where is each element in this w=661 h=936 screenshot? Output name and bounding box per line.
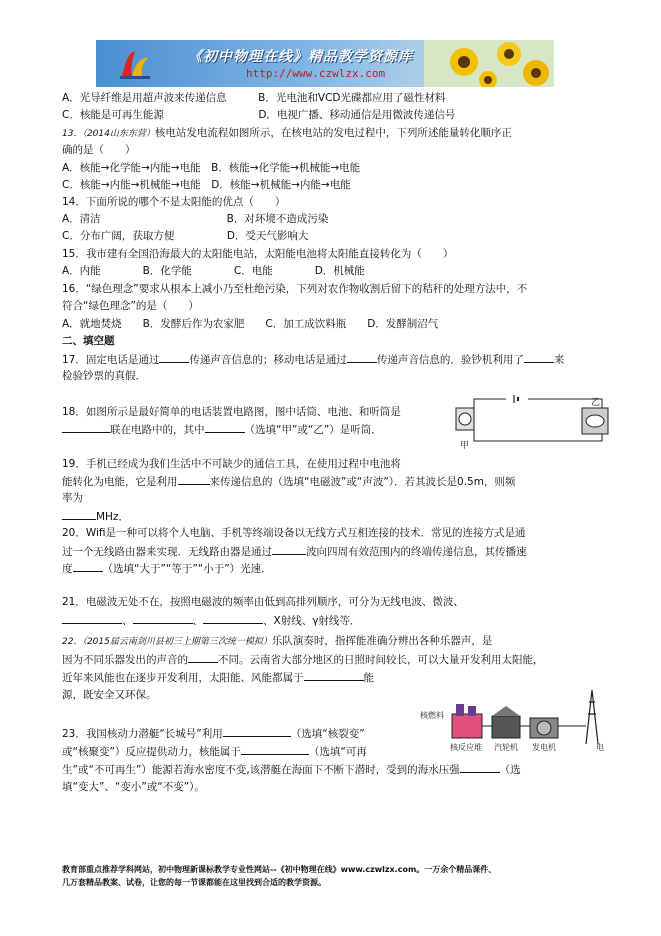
q21-line1: 21．电磁波无处不在，按照电磁波的频率由低到高排列顺序，可分为无线电波、微波、 bbox=[62, 596, 464, 608]
q20-text-c1: 度 bbox=[62, 563, 73, 575]
section-heading-fill-blank: 二、填空题 bbox=[62, 335, 115, 347]
label-yi: 乙 bbox=[591, 398, 601, 408]
q21-line2: 、 、 、X射线、γ射线等． bbox=[62, 613, 360, 628]
q19-text-b: 能转化为电能，它是利用 bbox=[62, 476, 178, 488]
q17-blank-2[interactable] bbox=[347, 352, 377, 363]
site-logo bbox=[118, 46, 152, 80]
q22-blank-2[interactable] bbox=[304, 670, 364, 681]
q20-line3 bbox=[62, 561, 272, 576]
q22-text-b2: 不同。云南省大部分地区的日照时间较长，可以大量开发利用太阳能， bbox=[218, 654, 544, 666]
q20-text-b1: 过一个无线路由器来实现．无线路由器是通过 bbox=[62, 546, 272, 558]
q20-text-c2: （选填“大于”“等于”“小于”）光速． bbox=[102, 563, 272, 575]
q14-stem: 14．下面所说的哪个不是太阳能的优点（ ） bbox=[62, 196, 286, 208]
q21-blank-3[interactable] bbox=[203, 613, 263, 624]
q22-text-a: 乐队演奏时，指挥能准确分辨出各种乐器声，是 bbox=[271, 635, 493, 647]
q22-text-b: 因为不同乐器发出的声音的 bbox=[62, 654, 188, 666]
q13-source: 13．（2014山东东营） bbox=[62, 129, 155, 139]
q19-line1: 19．手机已经成为我们生活中不可缺少的通信工具，在使用过程中电池将 bbox=[62, 458, 401, 470]
q23-text-a2: （选填“核裂变” bbox=[290, 728, 365, 740]
q23-blank-1[interactable] bbox=[223, 726, 291, 737]
q17-text-d: 来 bbox=[553, 354, 565, 366]
q20-text-b2: 波向四周有效范围内的终端传递信息，其传播速 bbox=[306, 546, 527, 558]
q19-line2 bbox=[62, 474, 515, 489]
label-jia: 甲 bbox=[460, 441, 470, 450]
q20-blank-2[interactable] bbox=[73, 561, 103, 572]
q18-text-c: （选填“甲”或“乙”）是听筒． bbox=[244, 424, 382, 436]
label-electric: 电 bbox=[596, 743, 604, 752]
q14-options-cd: C．分布广阔，获取方便 D．受天气影响大 bbox=[62, 230, 309, 242]
q17-text-b: 传递声音信息的；移动电话是通过 bbox=[189, 354, 347, 366]
q20-line2 bbox=[62, 544, 527, 559]
q23-line1 bbox=[62, 726, 365, 741]
footer-line-1: 教育部重点推荐学科网站，初中物理新课标教学专业性网站--《初中物理在线》www.czwlzx.com。一万余个精品课件、 bbox=[62, 865, 497, 874]
q17-line1 bbox=[62, 352, 564, 367]
label-fuel: 核燃料 bbox=[420, 711, 444, 720]
q12-options-cd: C．核能是可再生能源 D．电视广播、移动通信是用微波传递信号 bbox=[62, 109, 456, 121]
q17-text-a: 17．固定电话是通过 bbox=[62, 354, 160, 366]
q23-line2 bbox=[62, 744, 367, 759]
q23-blank-3[interactable] bbox=[460, 762, 500, 773]
q23-blank-2[interactable] bbox=[241, 744, 309, 755]
label-turbine: 汽轮机 bbox=[494, 743, 518, 752]
q20-blank-1[interactable] bbox=[272, 544, 306, 555]
q14-options-ab: A．清洁 B．对环境不造成污染 bbox=[62, 213, 329, 225]
q19-text-e: MHz． bbox=[96, 511, 129, 523]
q15-stem: 15．我市建有全国沿海最大的太阳能电站，太阳能电池将太阳能直接转化为（ ） bbox=[62, 248, 454, 260]
q23-text-a: 23．我国核动力潜艇“长城号”利用 bbox=[62, 728, 223, 740]
q21-blank-2[interactable] bbox=[133, 613, 193, 624]
q19-blank-2[interactable] bbox=[62, 509, 96, 520]
q18-line2 bbox=[62, 422, 382, 437]
q17-blank-3[interactable] bbox=[524, 352, 554, 363]
q18-blank-2[interactable] bbox=[205, 422, 245, 433]
q22-line2 bbox=[62, 652, 544, 667]
q15-options: A．内能 B．化学能 C．电能 D．机械能 bbox=[62, 265, 365, 277]
q20-line1: 20．Wifi是一种可以将个人电脑、手机等终端设备以无线方式互相连接的技术．常见的连接方式是通 bbox=[62, 527, 526, 539]
q22-text-c2: 能 bbox=[363, 672, 374, 684]
footer-line-2: 几万套精品教案、试卷，让您的每一节课都能在这里找到合适的教学资源。 bbox=[62, 878, 326, 887]
q22-blank-1[interactable] bbox=[188, 652, 218, 663]
q13-options-cd: C．核能→内能→机械能→电能 D．核能→机械能→内能→电能 bbox=[62, 179, 351, 191]
q19-blank-1[interactable] bbox=[178, 474, 210, 485]
banner-title: 《初中物理在线》精品教学资源库 bbox=[188, 49, 413, 65]
sunflower-image bbox=[424, 40, 554, 87]
q16-stem-2: 符合“绿色理念”的是（ ） bbox=[62, 300, 199, 312]
q18-line1: 18．如图所示是最好简单的电话装置电路图，图中话筒、电池、和听筒是 bbox=[62, 406, 401, 418]
q21-text-b: 、X射线、γ射线等． bbox=[263, 615, 361, 627]
q17-text-c: 传递声音信息的．验钞机利用了 bbox=[376, 354, 524, 366]
q22-line1 bbox=[62, 634, 492, 649]
q21-blank-1[interactable] bbox=[62, 613, 122, 624]
q19-line3: 率为 bbox=[62, 492, 83, 504]
label-reactor: 核反应堆 bbox=[450, 743, 482, 752]
banner-url[interactable]: http://www.czwlzx.com bbox=[246, 67, 386, 80]
q19-line4 bbox=[62, 509, 129, 524]
q13-stem-2: 确的是（ ） bbox=[62, 144, 136, 156]
q23-line3 bbox=[62, 762, 521, 777]
q16-options: A．就地焚烧 B．发酵后作为农家肥 C．加工成饮料瓶 D．发酵制沼气 bbox=[62, 318, 439, 330]
q22-text-c: 近年来风能也在逐步开发利用，太阳能、风能都属于 bbox=[62, 672, 304, 684]
header-banner bbox=[96, 40, 554, 87]
label-generator: 发电机 bbox=[532, 743, 556, 752]
q18-blank-1[interactable] bbox=[62, 422, 110, 433]
nuclear-plant-diagram bbox=[420, 684, 630, 756]
telephone-circuit-diagram bbox=[454, 394, 614, 450]
q23-text-c: 生”或“不可再生”）能源若海水密度不变,该潜艇在海面下不断下潜时，受到的海水压强 bbox=[62, 764, 460, 776]
q13-stem bbox=[62, 126, 512, 141]
q22-source: 22．（2015届云南剑川县初三上期第三次统一模拟） bbox=[62, 637, 272, 647]
q22-line4: 源，既安全又环保。 bbox=[62, 689, 157, 701]
q13-options-ab: A．核能→化学能→内能→电能 B．核能→化学能→机械能→电能 bbox=[62, 162, 361, 174]
q18-text-b: 联在电路中的，其中 bbox=[110, 424, 205, 436]
q19-text-c: 来传递信息的（选填“电磁波”或“声波”）．若其波长是0.5m，则频 bbox=[209, 476, 516, 488]
q23-text-b: 或“核聚变”）反应提供动力，核能属于 bbox=[62, 746, 241, 758]
q22-line3 bbox=[62, 670, 374, 685]
q23-line4: 填“变大”、“变小”或“不变”）。 bbox=[62, 781, 205, 793]
q23-text-c2: （选 bbox=[499, 764, 521, 776]
q23-text-b2: （选填“可再 bbox=[308, 746, 367, 758]
q17-line2: 检验钞票的真假． bbox=[62, 370, 146, 382]
q16-stem: 16．“绿色理念”要求从根本上减小乃至杜绝污染，下列对农作物收割后留下的秸秆的处理方法中，不 bbox=[62, 283, 528, 295]
q13-stem-text: 核电站发电流程如图所示，在核电站的发电过程中，下列所述能量转化顺序正 bbox=[154, 127, 512, 139]
q17-blank-1[interactable] bbox=[159, 352, 189, 363]
q12-options-ab: A．光导纤维是用超声波来传递信息 B．光电池和VCD光碟都应用了磁性材料 bbox=[62, 92, 446, 104]
